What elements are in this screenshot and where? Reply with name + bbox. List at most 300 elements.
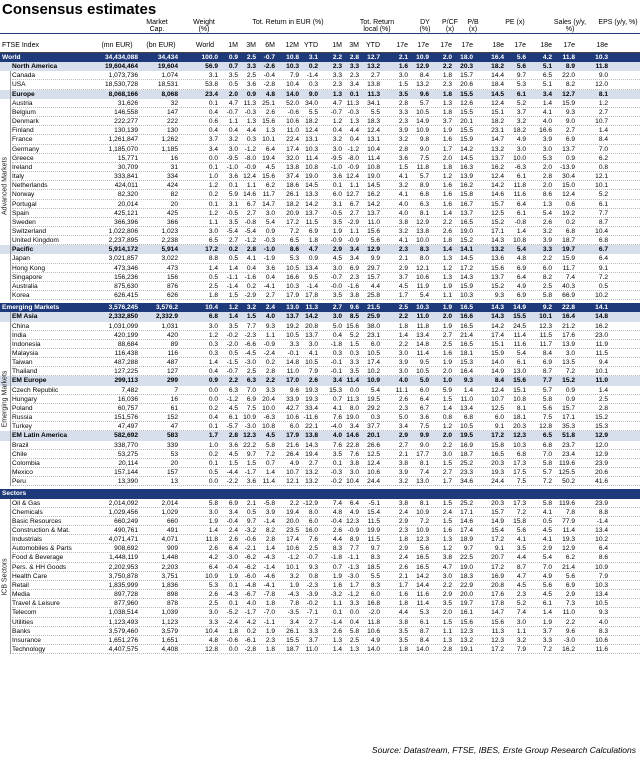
cell: 1.3 [349, 646, 359, 653]
table-row [0, 254, 640, 263]
cell: 18.7 [562, 237, 575, 245]
cell: 10.5 [416, 368, 429, 376]
table-row [0, 71, 640, 80]
cell: 5.1 [542, 63, 552, 71]
cell: 0.9 [565, 386, 575, 394]
cell: 14.3 [305, 441, 318, 449]
cell: 5.4 [542, 554, 552, 562]
table-row [0, 62, 640, 71]
cell: 2.5 [246, 54, 256, 61]
cell: 18.3 [367, 118, 380, 126]
cell: 16.2 [562, 646, 575, 653]
table-row [0, 499, 640, 508]
cell: -0.5 [330, 209, 342, 217]
cell: -6.2 [244, 554, 256, 562]
cell: 7.5 [542, 414, 552, 422]
table-row [0, 645, 640, 654]
cell: 897,728 [114, 591, 138, 599]
cell: 6.4 [516, 273, 526, 281]
cell: 626 [166, 292, 178, 300]
cell: 1.2 [208, 331, 218, 339]
cell: 0.4 [349, 136, 359, 144]
cell: 156 [166, 273, 178, 281]
cell: 11.8 [595, 63, 608, 71]
cell: 11.3 [491, 627, 504, 635]
table-row [0, 572, 640, 581]
cell: 7.4 [565, 273, 575, 281]
row-label: Indonesia [12, 340, 41, 348]
header-pcf: P/CF (x) [442, 19, 458, 33]
cell: 17.9 [286, 432, 299, 440]
cell: 6.7 [349, 200, 359, 208]
cell: 1.0 [442, 377, 452, 385]
cell: 2.0 [442, 432, 452, 440]
cell: 10.9 [595, 563, 608, 571]
cell: 4.1 [542, 536, 552, 544]
cell: 2.8 [265, 536, 275, 544]
cell: 0.2 [208, 450, 218, 458]
cell: -8.0 [244, 154, 256, 162]
cell: 9.6 [349, 304, 359, 312]
cell: 3.4 [349, 255, 359, 263]
cell: 3.0 [208, 609, 218, 617]
cell: 4.9 [516, 136, 526, 144]
table-header [0, 18, 640, 52]
cell: 12.3 [513, 432, 526, 440]
cell: 15.7 [562, 404, 575, 412]
cell: 1.6 [442, 191, 452, 199]
cell: 2.9 [542, 545, 552, 553]
cell: 1,074 [161, 72, 178, 80]
cell: 22.1 [305, 423, 318, 431]
cell: 3.6 [228, 173, 238, 181]
cell: 3.8 [349, 292, 359, 300]
cell: 10.3 [513, 441, 526, 449]
cell: 7.0 [542, 450, 552, 458]
cell: 14.5 [367, 182, 380, 190]
cell: 10.9 [416, 526, 429, 534]
cell: -3.0 [244, 359, 256, 367]
row-label: India [12, 331, 27, 339]
cell: 11.9 [416, 282, 429, 290]
cell: 0.9 [246, 90, 256, 98]
table-row [0, 273, 640, 282]
cell: 14.7 [262, 200, 275, 208]
cell: 47 [170, 423, 178, 431]
cell: -1.4 [263, 563, 275, 571]
cell: 0.1 [332, 459, 342, 467]
cell: 7.2 [419, 517, 429, 525]
cell: 491 [166, 526, 178, 534]
cell: 7.2 [598, 273, 608, 281]
cell: 5.2 [349, 331, 359, 339]
cell: 2.8 [265, 368, 275, 376]
cell: 15.9 [562, 255, 575, 263]
cell: 10.3 [305, 145, 318, 153]
cell: 22.8 [562, 304, 575, 312]
cell: 8.3 [598, 627, 608, 635]
cell: 2.7 [598, 108, 608, 116]
cell: 12.9 [562, 545, 575, 553]
cell: 4.4 [332, 536, 342, 544]
cell: 10.6 [286, 414, 299, 422]
cell: 17.8 [491, 600, 504, 608]
cell: 1.1 [349, 182, 359, 190]
cell: 15,771 [117, 154, 138, 162]
cell: 1.6 [442, 200, 452, 208]
cell: 13.7 [367, 209, 380, 217]
row-label: Austria [12, 99, 33, 107]
cell: 7.2 [542, 646, 552, 653]
cell: 6.7 [246, 200, 256, 208]
cell: 3.5 [332, 450, 342, 458]
cell: 34,434,088 [104, 54, 138, 61]
cell: -3.5 [287, 609, 299, 617]
row-label: China [12, 322, 30, 330]
cell: 26.1 [286, 627, 299, 635]
table-row [0, 154, 640, 163]
header-period: 12M [285, 42, 299, 49]
row-label: Technology [12, 646, 46, 653]
row-label: Hungary [12, 395, 37, 403]
cell: 23.1 [491, 127, 504, 135]
cell: 4.2 [542, 54, 552, 61]
table-row [0, 312, 640, 321]
cell: -0.2 [306, 600, 318, 608]
row-label: World [2, 54, 21, 61]
cell: 16.7 [460, 200, 473, 208]
cell: -7.0 [263, 609, 275, 617]
cell: 15.9 [460, 136, 473, 144]
row-label: Travel & Leisure [12, 600, 60, 608]
cell: 17.4 [367, 359, 380, 367]
cell: 13.8 [416, 227, 429, 235]
cell: 23.4 [562, 450, 575, 458]
cell: 6.9 [565, 581, 575, 589]
cell: 16.5 [460, 340, 473, 348]
cell: -2.4 [226, 618, 238, 626]
cell: 2.7 [370, 72, 380, 80]
row-label: Brazil [12, 441, 29, 449]
cell: 14.6 [243, 191, 256, 199]
cell: 15.6 [346, 322, 359, 330]
cell: 31 [170, 163, 178, 171]
cell: 3.0 [398, 72, 408, 80]
row-label: EM Asia [12, 313, 38, 321]
cell: 3.0 [442, 572, 452, 580]
cell: 3.6 [265, 264, 275, 272]
cell: -12.9 [302, 499, 318, 507]
cell: 5.8 [542, 499, 552, 507]
cell: -1.0 [263, 246, 275, 254]
cell: 6.0 [542, 264, 552, 272]
cell: 8.3 [332, 545, 342, 553]
cell: 11.0 [416, 313, 429, 321]
cell: 14.9 [416, 118, 429, 126]
cell: 10.7 [595, 118, 608, 126]
cell: 4,071,471 [108, 536, 138, 544]
cell: 2.6 [542, 218, 552, 226]
cell: 10.5 [286, 264, 299, 272]
cell: 6.7 [598, 246, 608, 254]
cell: 3.8 [442, 554, 452, 562]
cell: 2.8 [542, 173, 552, 181]
cell: 473 [166, 264, 178, 272]
cell: 1.9 [332, 227, 342, 235]
cell: 15.2 [491, 282, 504, 290]
cell: 0.1 [208, 423, 218, 431]
cell: 6.3 [228, 386, 238, 394]
cell: 15.1 [491, 340, 504, 348]
table-row [0, 376, 640, 385]
cell: 0.6 [208, 118, 218, 126]
table-row [0, 508, 640, 517]
row-label: Europe [12, 90, 35, 98]
cell: 3.4 [398, 423, 408, 431]
cell: 0.4 [349, 618, 359, 626]
cell: 10.5 [595, 600, 608, 608]
cell: 0.7 [332, 563, 342, 571]
cell: 8.1 [419, 499, 429, 507]
cell: 14.8 [595, 313, 608, 321]
table-row [0, 413, 640, 422]
cell: 10.9 [416, 127, 429, 135]
cell: 4,071 [161, 536, 178, 544]
cell: 11.6 [595, 646, 608, 653]
cell: 12.5 [491, 209, 504, 217]
cell: 61 [170, 404, 178, 412]
cell: 6.3 [246, 377, 256, 385]
cell: 1.6 [398, 591, 408, 599]
cell: 23.9 [595, 499, 608, 507]
cell: 8.7 [598, 218, 608, 226]
cell: 7.6 [332, 414, 342, 422]
cell: 12.4 [491, 386, 504, 394]
cell: 3.0 [208, 322, 218, 330]
cell: -1.2 [244, 237, 256, 245]
cell: 13.4 [305, 264, 318, 272]
cell: 12.7 [367, 54, 380, 61]
cell: 34.1 [367, 99, 380, 107]
cell: 52.0 [286, 99, 299, 107]
row-label: Denmark [12, 118, 39, 126]
cell: 6.1 [516, 173, 526, 181]
cell: 420 [166, 331, 178, 339]
cell: 0.0 [208, 154, 218, 162]
cell: 6.5 [542, 432, 552, 440]
row-label: Portugal [12, 200, 37, 208]
cell: 2.5 [542, 282, 552, 290]
cell: 14.1 [595, 304, 608, 312]
cell: 4.8 [332, 508, 342, 516]
cell: 20,114 [118, 459, 138, 467]
cell: 6.2 [598, 154, 608, 162]
cell: -0.4 [226, 517, 238, 525]
cell: 22.9 [460, 581, 473, 589]
cell: 7.5 [419, 423, 429, 431]
cell: 1.5 [398, 81, 408, 89]
cell: 1.3 [542, 200, 552, 208]
cell: 0.3 [370, 414, 380, 422]
cell: 3.5 [332, 218, 342, 226]
cell: 2.2 [542, 255, 552, 263]
cell: 12.3 [491, 636, 504, 644]
cell: 1.5 [246, 459, 256, 467]
cell: 89 [170, 340, 178, 348]
cell: 16.3 [460, 163, 473, 171]
cell: 1.8 [308, 237, 318, 245]
cell: 7.6 [349, 450, 359, 458]
table-row [0, 264, 640, 273]
cell: 2.5 [398, 304, 408, 312]
cell: -0.2 [330, 478, 342, 486]
cell: 14.2 [367, 200, 380, 208]
cell: 3.3 [542, 636, 552, 644]
header-period: YTD [304, 42, 318, 49]
cell: 8.2 [542, 273, 552, 281]
cell: 10.5 [460, 423, 473, 431]
cell: 9.3 [463, 377, 473, 385]
cell: 14.9 [513, 304, 526, 312]
cell: -1.1 [347, 554, 359, 562]
cell: 1.1 [332, 600, 342, 608]
cell: 119.6 [558, 499, 575, 507]
cell: -0.4 [330, 517, 342, 525]
cell: 2.8 [246, 246, 256, 254]
cell: 0.9 [308, 255, 318, 263]
cell: 0.7 [332, 395, 342, 403]
cell: 4.5 [265, 163, 275, 171]
cell: 2.3 [516, 591, 526, 599]
cell: 3.1 [332, 200, 342, 208]
cell: 16.1 [460, 609, 473, 617]
cell: 5.3 [289, 255, 299, 263]
cell: 8.9 [349, 536, 359, 544]
cell: 4.5 [542, 526, 552, 534]
cell: 12.0 [595, 441, 608, 449]
cell: 420,199 [114, 331, 138, 339]
cell: -1.4 [306, 282, 318, 290]
cell: 3.1 [308, 54, 318, 61]
cell: 5.4 [516, 246, 526, 254]
cell: 15.1 [513, 386, 526, 394]
cell: 1.2 [442, 264, 452, 272]
cell: 10.8 [286, 54, 299, 61]
cell: 7.6 [332, 441, 342, 449]
cell: 8.2 [565, 81, 575, 89]
cell: 12.8 [205, 646, 218, 653]
cell: -0.9 [347, 237, 359, 245]
cell: 8.6 [289, 246, 299, 254]
cell: 17.4 [286, 145, 299, 153]
row-label: Norway [12, 191, 35, 199]
cell: 11.5 [367, 517, 380, 525]
cell: 2.5 [349, 636, 359, 644]
cell: 11.3 [367, 90, 380, 98]
cell: 13.4 [595, 526, 608, 534]
source-note: Source: Datastream, FTSE, IBES, Erste Group Research Calculations [371, 745, 636, 755]
cell: 0.9 [565, 154, 575, 162]
group-label: Emerging Markets [0, 312, 11, 486]
cell: 23.5 [286, 526, 299, 534]
table-row [0, 450, 640, 459]
cell: 5.2 [598, 191, 608, 199]
cell: 878 [166, 600, 178, 608]
cell: 1,261,847 [108, 136, 138, 144]
header-period: 17e [417, 42, 429, 49]
cell: -11.6 [303, 414, 318, 422]
cell: 2,332,850 [108, 313, 138, 321]
cell: 12.9 [416, 218, 429, 226]
cell: 9.0 [598, 72, 608, 80]
cell: 1.8 [442, 72, 452, 80]
cell: 4.0 [332, 432, 342, 440]
cell: 626,415 [114, 292, 138, 300]
table-row [0, 590, 640, 599]
row-label: Switzerland [12, 227, 47, 235]
cell: 10.0 [513, 154, 526, 162]
header-period: 6M [265, 42, 275, 49]
cell: 24.5 [513, 322, 526, 330]
cell: 146,558 [114, 108, 138, 116]
cell: 16.6 [460, 313, 473, 321]
cell: 6.9 [516, 264, 526, 272]
cell: 26.4 [286, 450, 299, 458]
cell: 13.5 [562, 359, 575, 367]
row-label: Colombia [12, 459, 40, 467]
cell: 1.4 [442, 246, 452, 254]
cell: 1.4 [598, 127, 608, 135]
cell: 2.7 [265, 292, 275, 300]
cell: -1.2 [347, 591, 359, 599]
cell: 15.2 [491, 218, 504, 226]
cell: 3.0 [398, 350, 408, 357]
cell: 2.6 [332, 627, 342, 635]
cell: 14.5 [460, 255, 473, 263]
cell: 12.3 [243, 432, 256, 440]
row-label: Poland [12, 404, 33, 412]
cell: 3.0 [332, 264, 342, 272]
cell: 4.4 [516, 554, 526, 562]
cell: 3.3 [332, 72, 342, 80]
cell: 2.3 [265, 636, 275, 644]
cell: -2.3 [306, 581, 318, 589]
table-row [0, 349, 640, 358]
cell: 0.0 [208, 395, 218, 403]
cell: 3.9 [542, 136, 552, 144]
cell: 14.0 [416, 646, 429, 653]
cell: 2.5 [598, 395, 608, 403]
cell: 1.4 [228, 264, 238, 272]
cell: 10.7 [286, 469, 299, 477]
cell: 18.2 [286, 200, 299, 208]
cell: 908,692 [114, 545, 138, 553]
cell: 16.2 [491, 163, 504, 171]
cell: 6.0 [308, 517, 318, 525]
cell: 11.3 [346, 99, 359, 107]
cell: 0.2 [308, 63, 318, 71]
cell: 2.6 [308, 377, 318, 385]
cell: 5.6 [370, 237, 380, 245]
cell: -0.9 [330, 237, 342, 245]
cell: 1,448,119 [109, 554, 138, 562]
cell: 2.0 [442, 368, 452, 376]
cell: 20.1 [460, 118, 473, 126]
cell: 23.9 [595, 459, 608, 467]
cell: 20.3 [513, 423, 526, 431]
table-row [0, 291, 640, 300]
cell: 21.2 [562, 322, 575, 330]
